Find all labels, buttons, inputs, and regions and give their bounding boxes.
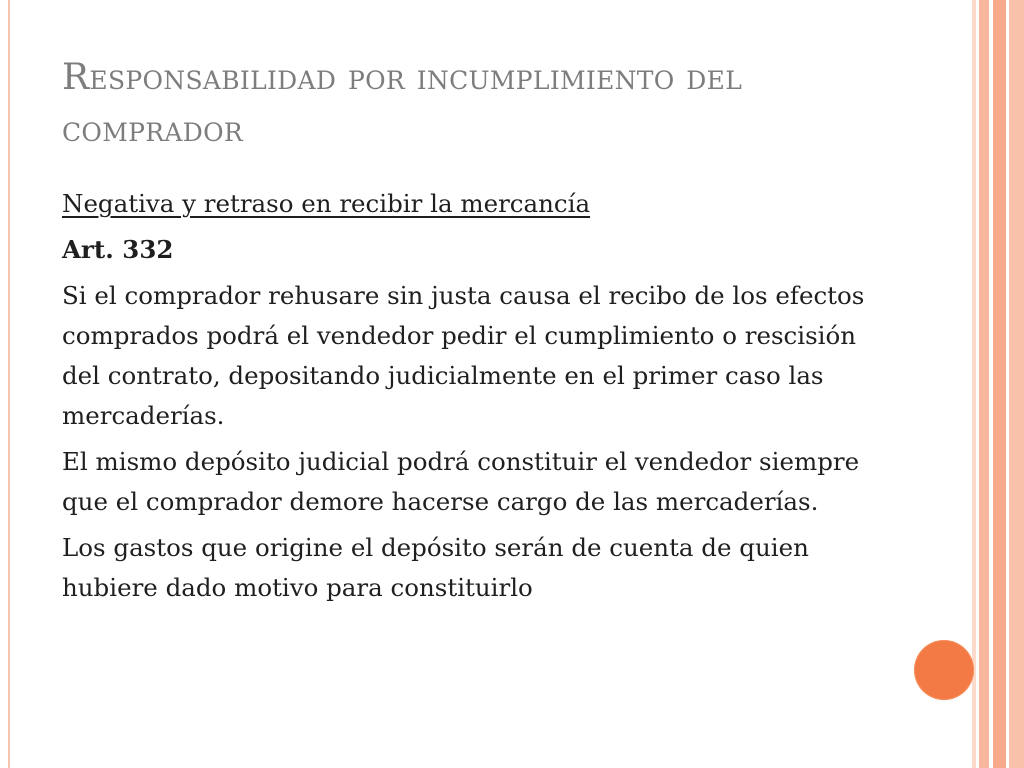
section-subheading: Negativa y retraso en recibir la mercancía [62, 189, 591, 218]
article-number: Art. 332 [62, 235, 174, 264]
decorative-circle [914, 640, 974, 700]
right-decorative-stripes [972, 0, 1024, 768]
left-border-line [8, 0, 10, 768]
slide-body [62, 184, 892, 614]
paragraph-1: Si el comprador rehusare sin justa causa el recibo de los efectos comprados podrá el vendedor pedir el cumplimiento o rescisión del contrato, depositando judicialmente en el primer caso las mercaderías. [62, 281, 865, 430]
stripe [993, 0, 1006, 768]
slide-title: Responsabilidad por incumplimiento del comprador [62, 57, 743, 150]
stripe [1009, 0, 1024, 768]
paragraph-3: Los gastos que origine el depósito serán de cuenta de quien hubiere dado motivo para constituirlo [62, 533, 809, 602]
stripe [979, 0, 989, 768]
paragraph-2: El mismo depósito judicial podrá constituir el vendedor siempre que el comprador demore hacerse cargo de las mercaderías. [62, 447, 860, 516]
